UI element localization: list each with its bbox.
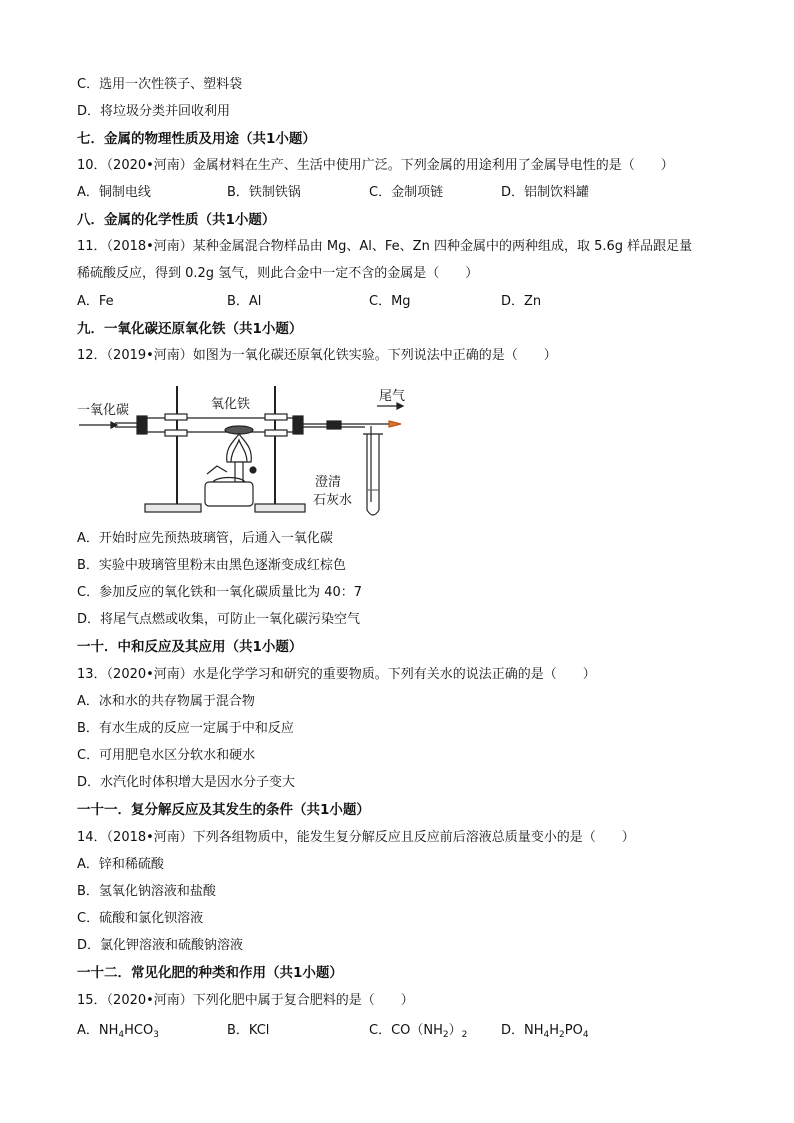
q13-option-d: D．水汽化时体积增大是因水分子变大 [77,775,296,790]
right-stand-base [255,504,305,512]
q10-option-c: C．金制项链 [369,185,444,200]
left-stopper [137,416,147,434]
q11-option-a: A．Fe [77,294,114,309]
q14-option-d: D．氯化钾溶液和硫酸钠溶液 [77,938,244,953]
q14-option-c: C．硫酸和氯化钡溶液 [77,911,204,926]
label-tail-gas: 尾气 [379,389,406,404]
section-8-heading: 八．金属的化学性质（共1小题） [77,212,276,228]
iron-oxide-powder [225,426,253,434]
q15-option-c: C．$CO(NH_2)_2$ [369,1023,468,1040]
section-11-heading: 一十一．复分解反应及其发生的条件（共1小题） [77,802,370,818]
q10-option-d: D．铝制饮料罐 [501,185,590,200]
label-clear: 澄清 [315,475,342,490]
section-9-heading: 九．一氧化碳还原氧化铁（共1小题） [77,321,303,337]
q14-option-b: B．氢氧化钠溶液和盐酸 [77,884,216,899]
right-clamp-top [265,414,287,420]
left-clamp-bottom [165,430,187,436]
q15-option-b: B．KCl [227,1023,270,1038]
q9-option-d: D．将垃圾分类并回收利用 [77,104,231,119]
label-lime-water: 石灰水 [313,493,353,508]
left-stand-base [145,504,201,512]
q11-option-b: B．Al [227,294,262,309]
q11-stem-line1: 11．（2018•河南）某种金属混合物样品由 Mg、Al、Fe、Zn 四种金属中的两种组成，取 5.6g 样品跟足量 [77,239,693,254]
q12-stem: 12．（2019•河南）如图为一氧化碳还原氧化铁实验。下列说法中正确的是（ ） [77,348,557,363]
alcohol-burner-body [205,482,253,506]
q11-option-c: C．Mg [369,294,411,309]
test-tube [367,434,379,515]
q11-option-d: D．Zn [501,294,542,309]
q15-stem: 15．（2020•河南）下列化肥中属于复合肥料的是（ ） [77,993,414,1008]
q10-stem: 10．（2020•河南）金属材料在生产、生活中使用广泛。下列金属的用途利用了金属导电性的是（ ） [77,158,674,173]
right-stopper [293,416,303,434]
section-7-heading: 七．金属的物理性质及用途（共1小题） [77,131,316,147]
q13-option-a: A．冰和水的共存物属于混合物 [77,694,255,709]
q13-option-b: B．有水生成的反应一定属于中和反应 [77,721,294,736]
q13-option-c: C．可用肥皂水区分软水和硬水 [77,748,256,763]
co-reduction-apparatus-figure [77,386,417,526]
q12-option-c: C．参加反应的氧化铁和一氧化碳质量比为 40：7 [77,585,363,600]
q12-option-d: D．将尾气点燃或收集，可防止一氧化碳污染空气 [77,612,361,627]
q10-option-b: B．铁制铁锅 [227,185,301,200]
q10-option-a: A．铜制电线 [77,185,151,200]
section-10-heading: 一十．中和反应及其应用（共1小题） [77,639,303,655]
right-clamp-bottom [265,430,287,436]
tail-gas-flame [389,421,401,427]
q15-option-d: D．$NH_4H_2PO_4$ [501,1023,589,1040]
section-12-heading: 一十二．常见化肥的种类和作用（共1小题） [77,965,343,981]
q9-option-c: C．选用一次性筷子、塑料袋 [77,77,243,92]
q13-stem: 13．（2020•河南）水是化学学习和研究的重要物质。下列有关水的说法正确的是（ ） [77,667,596,682]
q15-option-a: A．$NH_4HCO_3$ [77,1023,159,1040]
label-co: 一氧化碳 [77,403,130,418]
q14-stem: 14．（2018•河南）下列各组物质中，能发生复分解反应且反应前后溶液总质量变小的是（ ） [77,830,635,845]
q12-option-a: A．开始时应先预热玻璃管，后通入一氧化碳 [77,531,333,546]
q14-option-a: A．锌和稀硫酸 [77,857,164,872]
q11-stem-line2: 稀硫酸反应，得到 0.2g 氢气，则此合金中一定不含的金属是（ ） [77,266,479,281]
label-iron-oxide: 氧化铁 [211,397,251,412]
q12-option-b: B．实验中玻璃管里粉末由黑色逐渐变成红棕色 [77,558,346,573]
burner-valve [207,466,227,474]
left-clamp-top [165,414,187,420]
